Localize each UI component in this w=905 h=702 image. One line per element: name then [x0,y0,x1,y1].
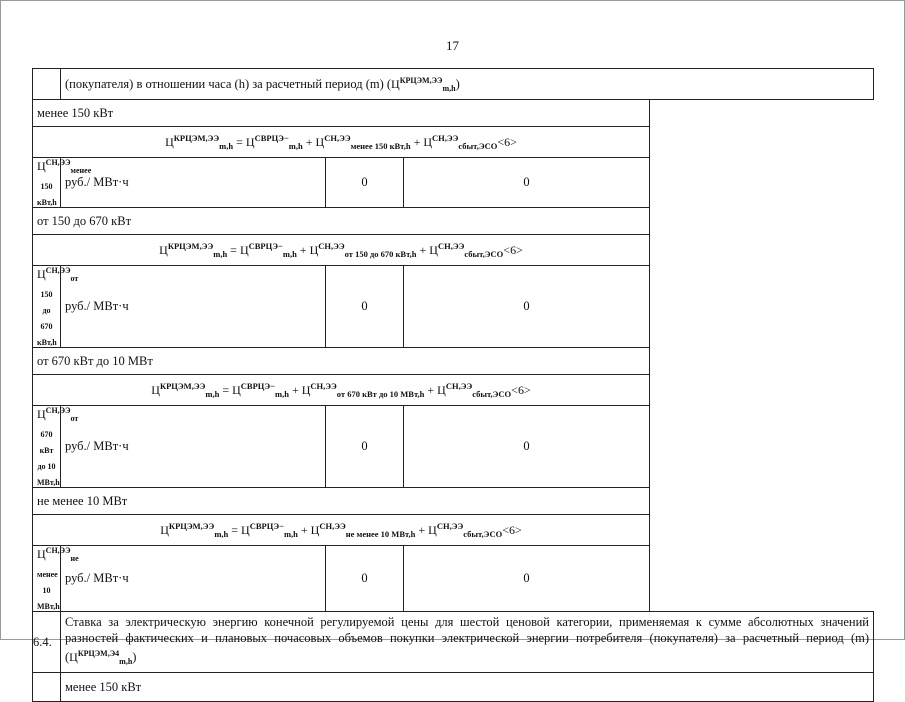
footnote-ref: <6> [503,243,523,257]
price-symbol: $Ц^{СН,ЭЭ}_{не менее 10 МВт,h}$ [310,521,416,539]
price-symbol: $Ц^{КРЦЭМ,ЭЭ}_{m,h}$ [159,241,228,259]
footnote-ref: <6> [511,383,531,397]
unit-cell: руб./ МВт·ч [61,266,326,348]
plus-sign: + [299,243,307,257]
tariff-table [32,68,874,702]
range-label: менее 150 кВт [33,100,650,127]
section-symbol: $Ц^{КРЦЭМ,Э4}_{m,h}$ [69,649,133,666]
price-symbol: $Ц^{СН,ЭЭ}_{сбыт,ЭСО}$ [423,133,498,151]
equals-sign: = [236,135,243,149]
table-row-range [33,100,874,127]
section-number: 6.4. [33,612,61,673]
price-formula [33,375,650,406]
price-symbol: $Ц^{СН,ЭЭ}_{от 670 кВт до 10 МВт,h}$ [301,381,425,399]
footnote-ref: <6> [502,523,522,537]
table-row-range [33,348,874,375]
value-label [33,266,79,348]
price-symbol: $Ц^{СВРЦЭ-}_{m,h}$ [232,381,289,399]
value-cell-2: 0 [404,158,650,208]
table-row-formula [33,235,874,266]
empty-number-cell [33,673,61,702]
section-text: Ставка за электрическую энергию конечной регулируемой цены для шестой ценовой категории, применяемая к сумме абсолютных значений разностей фактических и плановых почасовых объемов покупки электрической энергии потребителя (покупателя) за расчетный период (m) $(Ц^{КРЦЭМ,Э4}_{m,h})$ [61,612,874,673]
equals-sign: = [230,243,237,257]
plus-sign: + [305,135,313,149]
price-symbol: $Ц^{СН,ЭЭ}_{менее 150 кВт,h}$ [315,133,411,151]
unit-cell: руб./ МВт·ч [61,546,326,612]
plus-sign: + [427,383,435,397]
table-row-range [33,208,874,235]
price-symbol: $Ц^{СН,ЭЭ}_{сбыт,ЭСО}$ [437,381,512,399]
value-cell-2: 0 [404,546,650,612]
range-label: от 150 до 670 кВт [33,208,650,235]
price-formula [33,127,650,158]
intro-symbol: $Ц^{КРЦЭМ,ЭЭ}_{m,h}$ [391,75,456,93]
footnote-ref: <6> [497,135,517,149]
intro-close: ) [455,76,460,91]
range-label: не менее 10 МВт [33,488,650,515]
price-formula [33,515,650,546]
price-symbol: $Ц^{СВРЦЭ-}_{m,h}$ [239,241,297,259]
table-row-value [33,406,874,488]
intro-text [61,69,874,100]
table-row-section-6-4 [33,612,874,673]
table-row-value [33,546,874,612]
price-symbol: $Ц^{КРЦЭМ,ЭЭ}_{m,h}$ [160,521,229,539]
price-symbol: $Ц^{СН,ЭЭ}_{менее 150 кВт,h}$ [37,158,92,207]
price-symbol: $Ц^{СН,ЭЭ}_{сбыт,ЭСО}$ [428,521,503,539]
value-cell-1: 0 [326,158,404,208]
price-symbol: $Ц^{СВРЦЭ-}_{m,h}$ [241,521,298,539]
value-label [33,406,79,488]
range-label: от 670 кВт до 10 МВт [33,348,650,375]
plus-sign: + [291,383,299,397]
equals-sign: = [231,523,239,537]
table-row-value [33,266,874,348]
table-row-intro [33,69,874,100]
table-row-formula [33,375,874,406]
value-cell-1: 0 [326,406,404,488]
value-cell-1: 0 [326,546,404,612]
plus-sign: + [300,523,308,537]
price-symbol: $Ц^{КРЦЭМ,ЭЭ}_{m,h}$ [151,381,220,399]
value-label [33,158,92,208]
price-symbol: $Ц^{СВРЦЭ-}_{m,h}$ [245,133,303,151]
price-symbol: $Ц^{СН,ЭЭ}_{от 150 до 670 кВт,h}$ [37,266,79,347]
unit-cell: руб./ МВт·ч [61,406,326,488]
plus-sign: + [419,243,427,257]
price-symbol: $Ц^{СН,ЭЭ}_{сбыт,ЭСО}$ [429,241,504,259]
value-cell-2: 0 [404,406,650,488]
price-symbol: $Ц^{СН,ЭЭ}_{от 670 кВт до 10 МВт,h}$ [37,406,79,487]
table-row-range [33,488,874,515]
table-row-formula [33,515,874,546]
value-label [33,546,79,612]
price-symbol: $Ц^{СН,ЭЭ}_{от 150 до 670 кВт,h}$ [309,241,417,259]
price-symbol: $Ц^{КРЦЭМ,ЭЭ}_{m,h}$ [165,133,234,151]
plus-sign: + [413,135,421,149]
table-row-formula [33,127,874,158]
equals-sign: = [222,383,230,397]
plus-sign: + [418,523,426,537]
value-cell-2: 0 [404,266,650,348]
table-row-value [33,158,874,208]
range-label: менее 150 кВт [61,673,874,702]
page-number: 17 [446,38,459,53]
price-symbol: $Ц^{СН,ЭЭ}_{не менее 10 МВт,h}$ [37,546,79,611]
unit-cell: руб./ МВт·ч [61,158,326,208]
empty-number-cell [33,69,61,100]
intro-text-main: (покупателя) в отношении часа (h) за расчетный период (m) ( [65,76,392,91]
table-row-last-range [33,673,874,702]
value-cell-1: 0 [326,266,404,348]
price-formula [33,235,650,266]
